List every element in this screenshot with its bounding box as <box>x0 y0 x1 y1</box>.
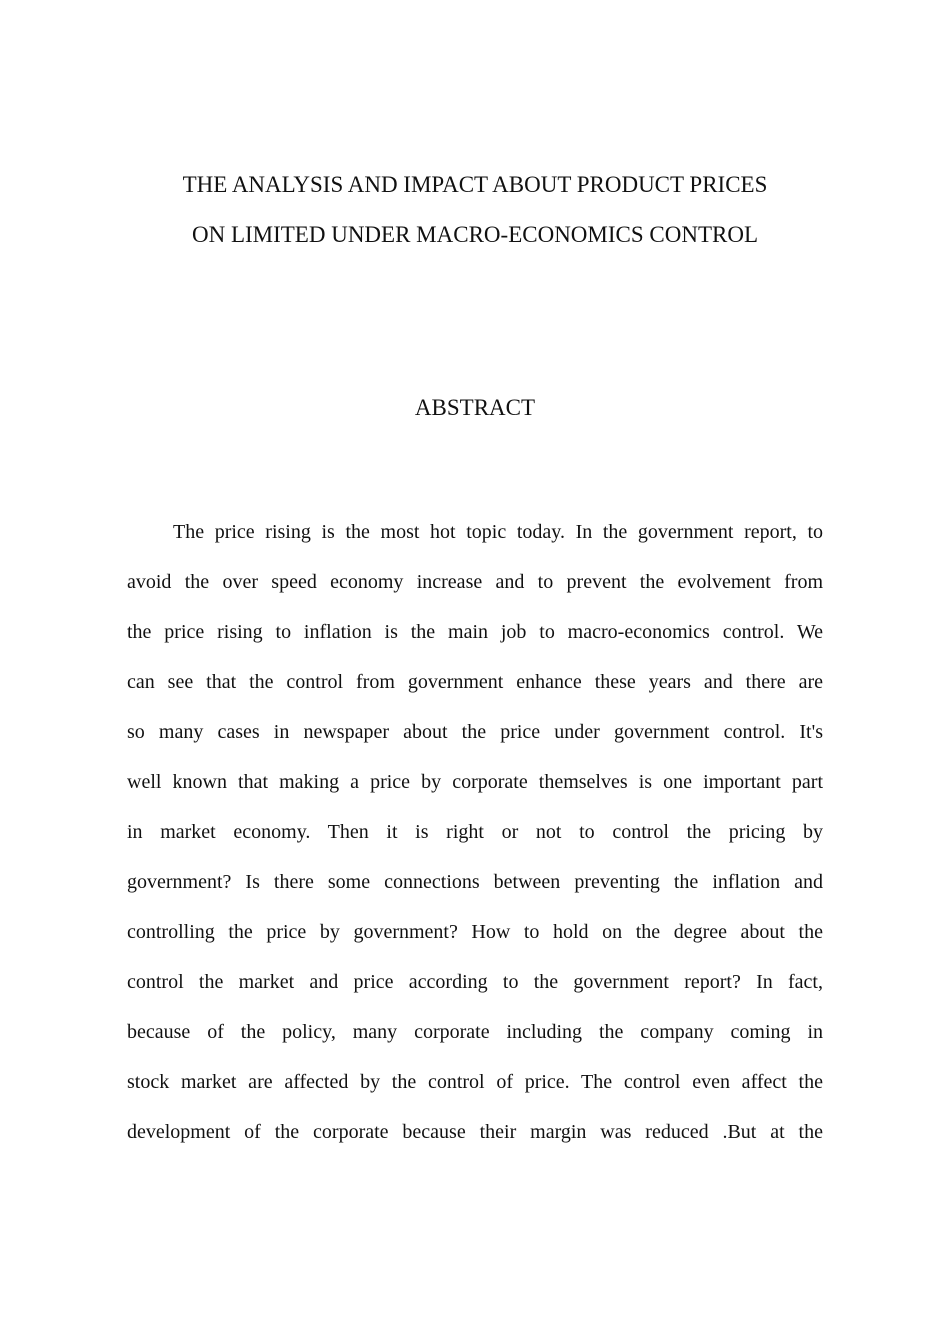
abstract-line: government? Is there some connections between preventing the inflation and <box>127 871 823 893</box>
abstract-line: controlling the price by government? How to hold on the degree about the <box>127 921 823 943</box>
abstract-heading: ABSTRACT <box>414 395 536 420</box>
abstract-line: the price rising to inflation is the main job to macro-economics control. We <box>127 621 823 643</box>
abstract-line: because of the policy, many corporate including the company coming in <box>127 1021 823 1043</box>
abstract-line: control the market and price according to the government report? In fact, <box>127 971 823 993</box>
abstract-line: so many cases in newspaper about the price under government control. It's <box>127 721 823 743</box>
title-line-1: THE ANALYSIS AND IMPACT ABOUT PRODUCT PRICES <box>182 172 768 197</box>
abstract-line: avoid the over speed economy increase and to prevent the evolvement from <box>127 571 823 593</box>
abstract-line: well known that making a price by corporate themselves is one important part <box>127 771 823 793</box>
abstract-line: can see that the control from government enhance these years and there are <box>127 671 823 693</box>
abstract-line: in market economy. Then it is right or not to control the pricing by <box>127 821 823 843</box>
abstract-line: development of the corporate because their margin was reduced .But at the <box>127 1121 823 1143</box>
abstract-line: The price rising is the most hot topic today. In the government report, to <box>173 521 823 543</box>
abstract-line: stock market are affected by the control of price. The control even affect the <box>127 1071 823 1093</box>
title-line-2: ON LIMITED UNDER MACRO-ECONOMICS CONTROL <box>191 222 759 247</box>
